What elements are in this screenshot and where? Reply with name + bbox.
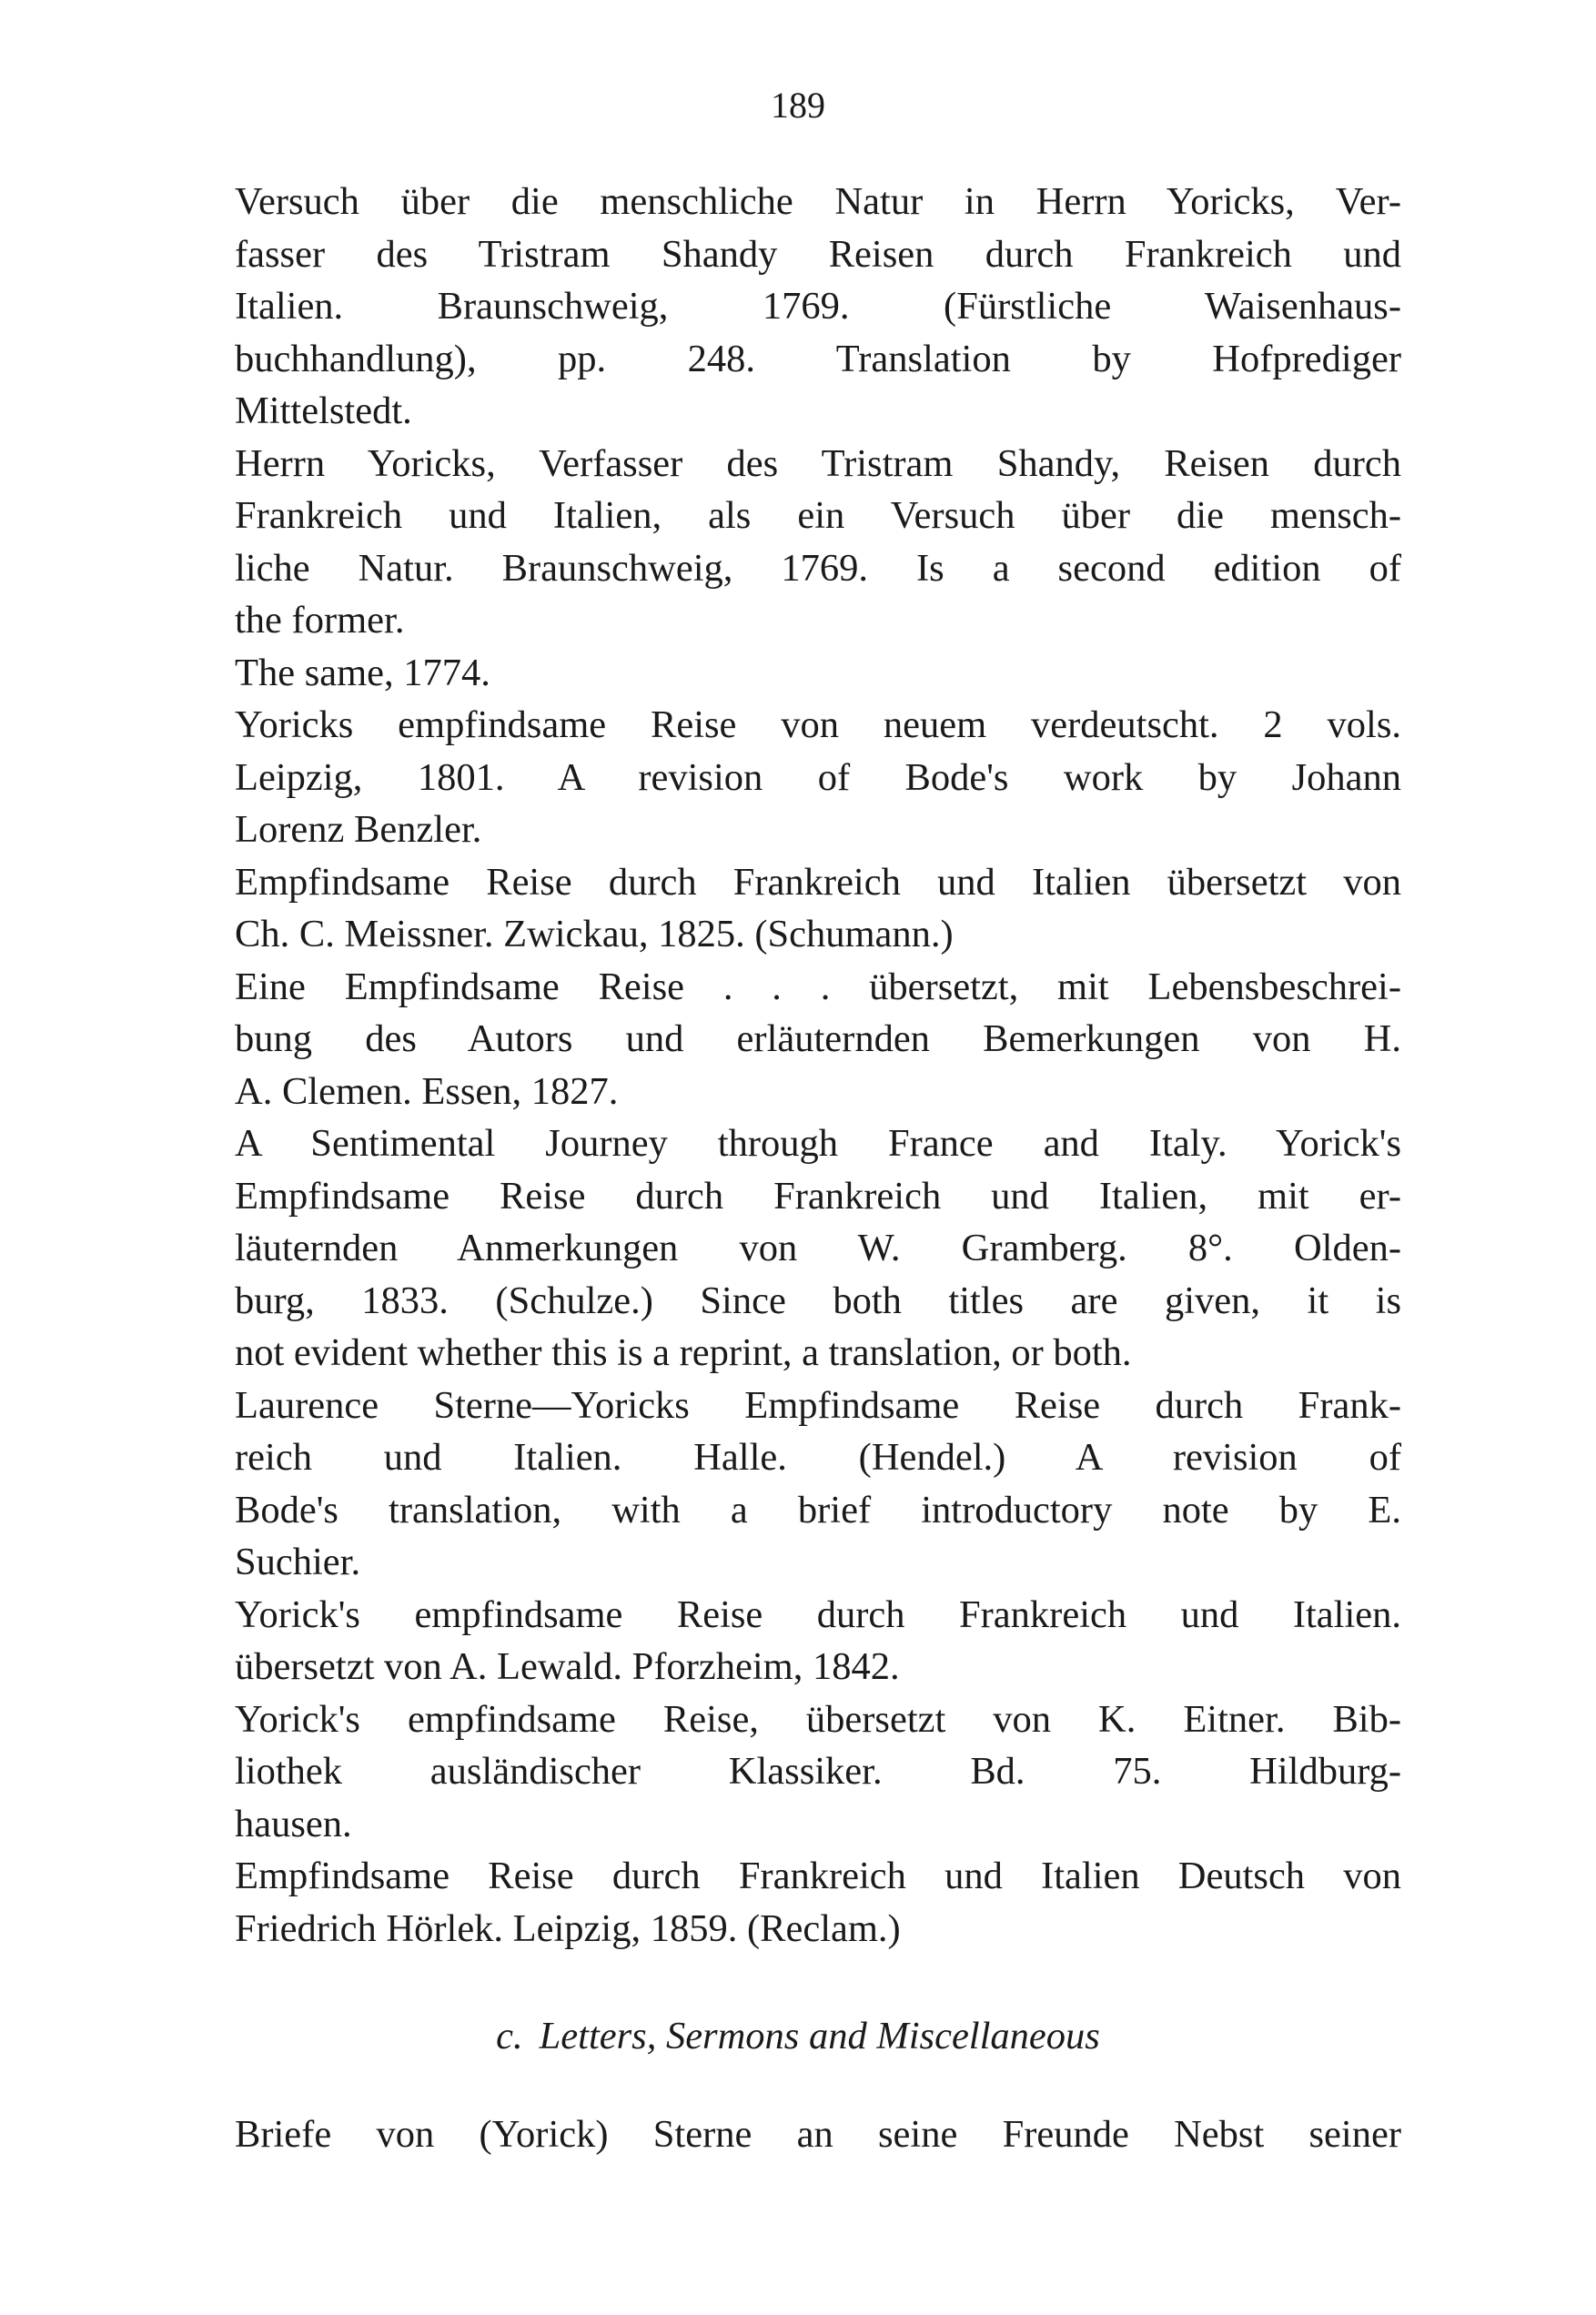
- section-heading-prefix: c.: [496, 2015, 523, 2057]
- entry-line: Empfindsame Reise durch Frankreich und Italien Deutsch von: [235, 1855, 1401, 1897]
- entry-line: liothek ausländischer Klassiker. Bd. 75. Hildburg-: [235, 1750, 1401, 1793]
- entry-line: Laurence Sterne—Yoricks Empfindsame Reise durch Frank-: [235, 1383, 1401, 1427]
- entry-line: reich und Italien. Halle. (Hendel.) A revision of: [235, 1436, 1401, 1479]
- entry-line: burg, 1833. (Schulze.) Since both titles are given, it is: [235, 1279, 1401, 1322]
- bibliography-entry: [235, 647, 1401, 700]
- entry-line: Empfindsame Reise durch Frankreich und Italien übersetzt von: [235, 860, 1401, 904]
- bibliography-entry: [235, 961, 1401, 1118]
- entry-line: Lorenz Benzler.: [235, 808, 482, 851]
- bibliography-entry: [235, 1380, 1401, 1589]
- entry-line: übersetzt von A. Lewald. Pforzheim, 1842.: [235, 1645, 900, 1688]
- entry-line: Yorick's empfindsame Reise, übersetzt von K. Eitner. Bib-: [235, 1697, 1401, 1741]
- bibliography-entry: [235, 176, 1401, 438]
- bibliography-entry: [235, 1850, 1401, 1955]
- section-heading: [0, 2011, 1596, 2062]
- bibliography-entry: [235, 438, 1401, 647]
- bibliography-list: [235, 176, 1401, 1955]
- bibliography-entry: [235, 1589, 1401, 1693]
- entry-line: Frankreich und Italien, als ein Versuch über die mensch-: [235, 494, 1401, 537]
- entry-line: Leipzig, 1801. A revision of Bode's work by Johann: [235, 755, 1401, 799]
- entry-line: Mittelstedt.: [235, 389, 412, 432]
- entry-line: the former.: [235, 599, 405, 642]
- entry-line: Friedrich Hörlek. Leipzig, 1859. (Reclam.): [235, 1906, 901, 1950]
- bibliography-entry: [235, 856, 1401, 961]
- entry-line: Eine Empfindsame Reise . . . übersetzt, mit Lebensbeschrei-: [235, 965, 1401, 1008]
- entry-line: liche Natur. Braunschweig, 1769. Is a second edition of: [235, 546, 1401, 590]
- entry-line: Yoricks empfindsame Reise von neuem verdeutscht. 2 vols.: [235, 703, 1401, 746]
- entry-line: Italien. Braunschweig, 1769. (Fürstliche Waisenhaus-: [235, 285, 1401, 328]
- entry-line: Empfindsame Reise durch Frankreich und Italien, mit er-: [235, 1174, 1401, 1218]
- entry-line: buchhandlung), pp. 248. Translation by Hofprediger: [235, 337, 1401, 380]
- entry-line: bung des Autors und erläuternden Bemerkungen von H.: [235, 1017, 1401, 1060]
- entry-line: not evident whether this is a reprint, a translation, or both.: [235, 1331, 1132, 1374]
- entry-line: fasser des Tristram Shandy Reisen durch Frankreich und: [235, 232, 1401, 276]
- entry-line: Suchier.: [235, 1541, 361, 1583]
- page-number: 189: [771, 85, 825, 126]
- entry-line: Yorick's empfindsame Reise durch Frankreich und Italien.: [235, 1592, 1401, 1636]
- entry-line: A Sentimental Journey through France and Italy. Yorick's: [235, 1122, 1401, 1165]
- entry-line: Herrn Yoricks, Verfasser des Tristram Shandy, Reisen durch: [235, 441, 1401, 485]
- entry-line: A. Clemen. Essen, 1827.: [235, 1069, 619, 1113]
- entry-line: Versuch über die menschliche Natur in Herrn Yoricks, Ver-: [235, 180, 1401, 223]
- entry-line: hausen.: [235, 1802, 352, 1845]
- bibliography-entry: [235, 699, 1401, 856]
- continued-entry: Briefe von (Yorick) Sterne an seine Freunde Nebst seiner: [235, 2113, 1401, 2156]
- entry-line: The same, 1774.: [235, 651, 490, 694]
- section-heading-title: Letters, Sermons and Miscellaneous: [539, 2015, 1100, 2057]
- entry-line: Bode's translation, with a brief introductory note by E.: [235, 1488, 1401, 1532]
- entry-line: Ch. C. Meissner. Zwickau, 1825. (Schumann.): [235, 913, 954, 955]
- bibliography-entry: [235, 1117, 1401, 1380]
- entry-line: läuternden Anmerkungen von W. Gramberg. 8°. Olden-: [235, 1227, 1401, 1269]
- bibliography-entry: [235, 1693, 1401, 1851]
